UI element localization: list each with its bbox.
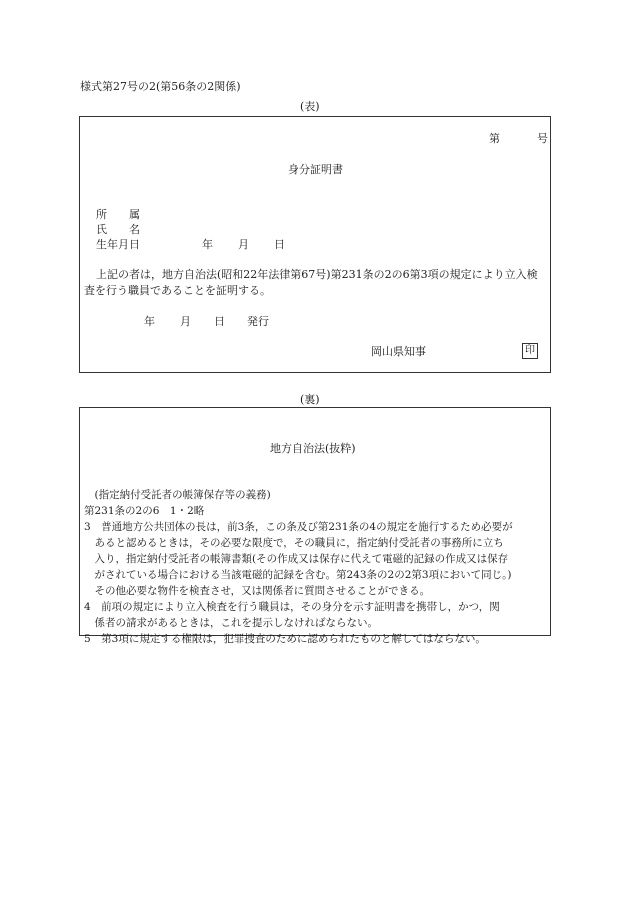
number-prefix: 第 <box>489 132 500 145</box>
law-line: 第231条の2の6 1・2略 <box>84 505 205 517</box>
back-side-label: (裏) <box>300 393 320 406</box>
birth-year-label: 年 <box>202 238 213 251</box>
law-line: がされている場合における当該電磁的記録を含む。第243条の2の2第3項において同じ。) <box>84 569 512 581</box>
issue-label: 発行 <box>247 315 269 328</box>
issue-year-label: 年 <box>144 315 155 328</box>
field-affiliation: 所 属 <box>96 208 140 221</box>
law-line: 4 前項の規定により立入検査を行う職員は，その身分を示す証明書を携帯し，かつ，関 <box>84 601 500 613</box>
birth-day-label: 日 <box>274 238 285 251</box>
law-line: 入り，指定納付受託者の帳簿書類(その作成又は保存に代えて電磁的記録の作成又は保存 <box>84 553 509 565</box>
seal-mark: 印 <box>522 343 538 359</box>
certificate-back <box>79 407 551 645</box>
birth-month-label: 月 <box>238 238 249 251</box>
law-excerpt-title: 地方自治法(抜粋) <box>270 442 356 455</box>
law-line: (指定納付受託者の帳簿保存等の義務) <box>84 489 271 501</box>
law-excerpt-text <box>84 487 513 647</box>
law-line: その他必要な物件を検査させ，又は関係者に質問させることができる。 <box>84 585 431 597</box>
certificate-body-line-2: 査を行う職員であることを証明する。 <box>84 284 271 297</box>
law-line: 5 第3項に規定する権限は，犯罪捜査のために認められたものと解してはならない。 <box>84 633 486 645</box>
issue-month-label: 月 <box>180 315 191 328</box>
front-side-label: (表) <box>300 100 320 113</box>
number-suffix: 号 <box>537 132 548 145</box>
law-line: あると認めるときは，その必要な限度で，その職員に，指定納付受託者の事務所に立ち <box>84 537 504 549</box>
field-name: 氏 名 <box>96 223 140 236</box>
issue-day-label: 日 <box>214 315 225 328</box>
certificate-body-line-1: 上記の者は，地方自治法(昭和22年法律第67号)第231条の2の6第3項の規定により立入検 <box>96 268 538 281</box>
law-line: 3 普通地方公共団体の長は，前3条，この条及び第231条の4の規定を施行するため必要が <box>84 521 513 533</box>
form-number-label: 様式第27号の2(第56条の2関係) <box>80 80 241 93</box>
certificate-front <box>79 116 551 373</box>
field-birth-date: 生年月日 <box>96 238 140 251</box>
certificate-title: 身分証明書 <box>288 163 343 176</box>
law-line: 係者の請求があるときは，これを提示しなければならない。 <box>84 617 378 629</box>
issuer-name: 岡山県知事 <box>371 345 426 358</box>
